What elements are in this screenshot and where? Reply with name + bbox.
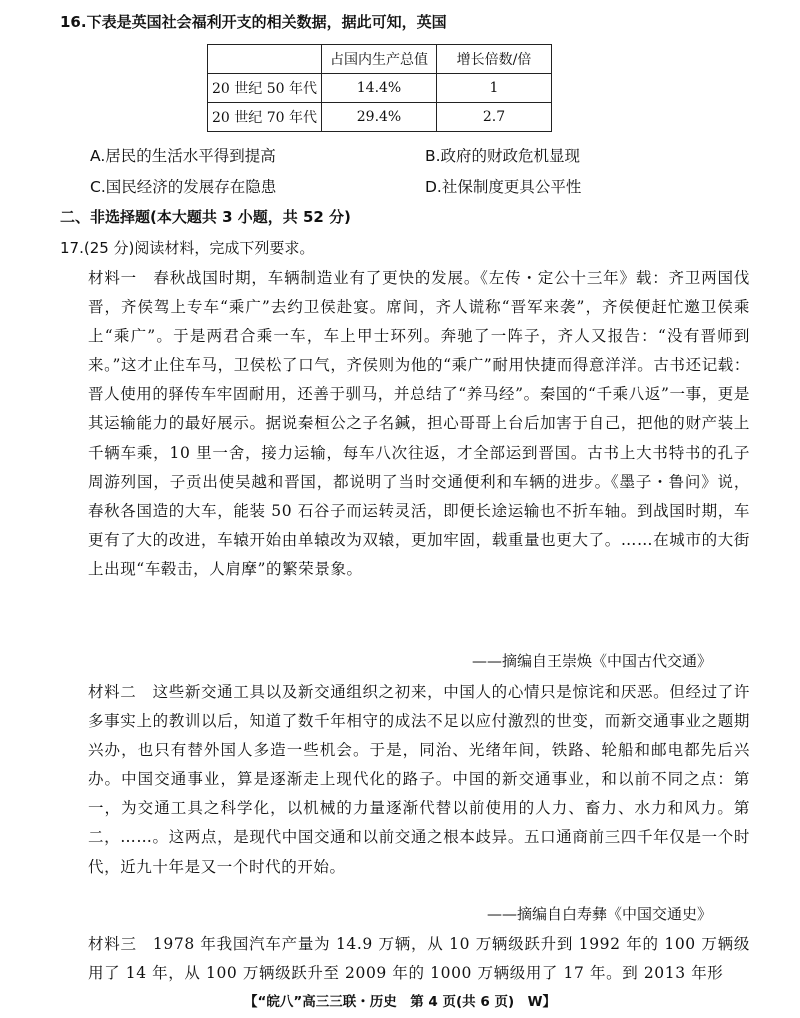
question-17-stem: 17.(25 分)阅读材料，完成下列要求。 xyxy=(60,239,315,257)
option-d: D.社保制度更具公平性 xyxy=(425,178,582,196)
table-row xyxy=(208,103,552,132)
table-header-cell xyxy=(208,45,322,74)
table-cell: 20 世纪 50 年代 xyxy=(208,74,322,103)
question-16-stem: 16.下表是英国社会福利开支的相关数据，据此可知，英国 xyxy=(60,13,447,31)
option-a: A.居民的生活水平得到提高 xyxy=(90,147,276,165)
option-b: B.政府的财政危机显现 xyxy=(425,147,581,165)
material-one-source: ——摘编自王崇焕《中国古代交通》 xyxy=(471,652,712,670)
table-cell: 1 xyxy=(437,74,552,103)
material-one: 材料一 春秋战国时期，车辆制造业有了更快的发展。《左传・定公十三年》载：齐卫两国伐晋，齐侯驾上专车“乘广”去约卫侯赴宴。席间，齐人谎称“晋军来袭”，齐侯便赶忙邀卫侯乘上“乘广”。于是两君合乘一车，车上甲士环列。奔驰了一阵子，齐人又报告：“没有晋师到来。”这才止住车马，卫侯松了口气，齐侯则为他的“乘广”耐用快捷而得意洋洋。古书还记载：晋人使用的驿传车牢固耐用，还善于驯马，并总结了“养马经”。秦国的“千乘八返”一事，更是其运输能力的最好展示。据说秦桓公之子名鍼，担心哥哥上台后加害于自己，把他的财产装上千辆车乘，10 里一舍，接力运输，每车八次往返，才全部运到晋国。古书上大书特书的孔子周游列国，子贡出使吴越和晋国，都说明了当时交通便利和车辆的进步。《墨子・鲁问》说，春秋各国造的大车，能装 50 石谷子而运转灵活，即便长途运输也不折车轴。到战国时期，车更有了大的改进，车辕开始由单辕改为双辕，更加牢固，载重量也更大了。……在城市的大街上出现“车毂击，人肩摩”的繁荣景象。 xyxy=(88,269,750,578)
welfare-table xyxy=(207,44,552,132)
table-header-cell: 增长倍数/倍 xyxy=(437,45,552,74)
table-header-cell: 占国内生产总值 xyxy=(322,45,437,74)
option-c: C.国民经济的发展存在隐患 xyxy=(90,178,277,196)
table-row xyxy=(208,74,552,103)
material-two: 材料二 这些新交通工具以及新交通组织之初来，中国人的心情只是惊诧和厌恶。但经过了许多事实上的教训以后，知道了数千年相守的成法不足以应付激烈的世变，而新交通事业之题期兴办，也只有替外国人多造一些机会。于是，同治、光绪年间，铁路、轮船和邮电都先后兴办。中国交通事业，算是逐渐走上现代化的路子。中国的新交通事业，和以前不同之点：第一，为交通工具之科学化，以机械的力量逐渐代替以前使用的人力、畜力、水力和风力。第二，……。这两点，是现代中国交通和以前交通之根本歧异。五口通商前三四千年仅是一个时代，近九十年是又一个时代的开始。 xyxy=(88,683,750,876)
table-cell: 20 世纪 70 年代 xyxy=(208,103,322,132)
page-footer: 【“皖八”高三三联・历史 第 4 页(共 6 页) W】 xyxy=(243,994,557,1010)
table-header-row xyxy=(208,45,552,74)
material-two-source: ——摘编自白寿彝《中国交通史》 xyxy=(486,905,712,923)
table-cell: 14.4% xyxy=(322,74,437,103)
table-cell: 2.7 xyxy=(437,103,552,132)
material-three: 材料三 1978 年我国汽车产量为 14.9 万辆，从 10 万辆级跃升到 1992 年的 100 万辆级用了 14 年，从 100 万辆级跃升至 2009 年的 1000 万辆级用了 17 年。到 2013 年形 xyxy=(88,935,750,983)
section-title: 二、非选择题(本大题共 3 小题，共 52 分) xyxy=(60,208,351,226)
table-cell: 29.4% xyxy=(322,103,437,132)
